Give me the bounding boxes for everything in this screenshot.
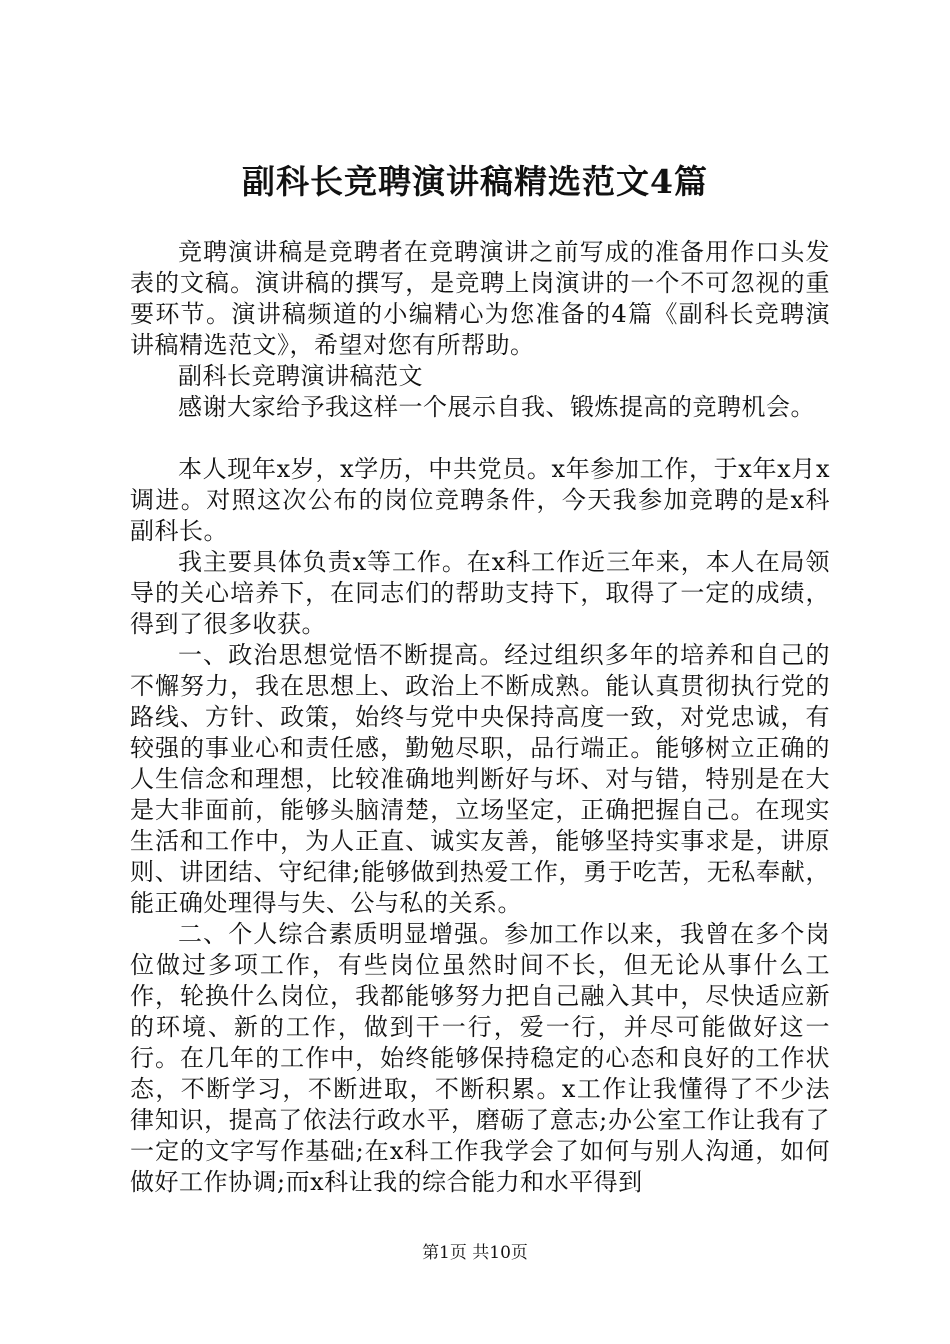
body-paragraph: 本人现年x岁，x学历，中共党员。x年参加工作，于x年x月x调进。对照这次公布的岗位竞聘条件，今天我参加竞聘的是x科副科长。 <box>130 455 830 545</box>
section-heading: 副科长竞聘演讲稿范文 <box>178 362 423 390</box>
intro-paragraph: 竞聘演讲稿是竞聘者在竞聘演讲之前写成的准备用作口头发表的文稿。演讲稿的撰写，是竞聘上岗演讲的一个不可忽视的重要环节。演讲稿频道的小编精心为您准备的4篇《副科长竞聘演讲稿精选范文》，希望对您有所帮助。 <box>130 238 830 359</box>
body-paragraph: 二、个人综合素质明显增强。参加工作以来，我曾在多个岗位做过多项工作，有些岗位虽然时间不长，但无论从事什么工作，轮换什么岗位，我都能够努力把自己融入其中，尽快适应新的环境、新的工作，做到干一行，爱一行，并尽可能做好这一行。在几年的工作中，始终能够保持稳定的心态和良好的工作状态，不断学习，不断进取，不断积累。x工作让我懂得了不少法律知识，提高了依法行政水平，磨砺了意志;办公室工作让我有了一定的文字写作基础;在x科工作我学会了如何与别人沟通，如何做好工作协调;而x科让我的综合能力和水平得到 <box>130 920 830 1196</box>
body-paragraph: 我主要具体负责x等工作。在x科工作近三年来，本人在局领导的关心培养下，在同志们的帮助支持下，取得了一定的成绩，得到了很多收获。 <box>130 548 830 638</box>
body-paragraph: 感谢大家给予我这样一个展示自我、锻炼提高的竞聘机会。 <box>178 393 815 421</box>
page-footer: 第1页 共10页 <box>422 1243 528 1263</box>
paragraph-spacer <box>130 423 830 454</box>
document-body <box>130 237 830 1198</box>
document-title: 副科长竞聘演讲稿精选范文4篇 <box>242 162 708 201</box>
body-paragraph: 一、政治思想觉悟不断提高。经过组织多年的培养和自己的不懈努力，我在思想上、政治上不断成熟。能认真贯彻执行党的路线、方针、政策，始终与党中央保持高度一致，对党忠诚，有较强的事业心和责任感，勤勉尽职，品行端正。能够树立正确的人生信念和理想，比较准确地判断好与坏、对与错，特别是在大是大非面前，能够头脑清楚，立场坚定，正确把握自己。在现实生活和工作中，为人正直、诚实友善，能够坚持实事求是，讲原则、讲团结、守纪律;能够做到热爱工作，勇于吃苦，无私奉献，能正确处理得与失、公与私的关系。 <box>130 641 830 917</box>
